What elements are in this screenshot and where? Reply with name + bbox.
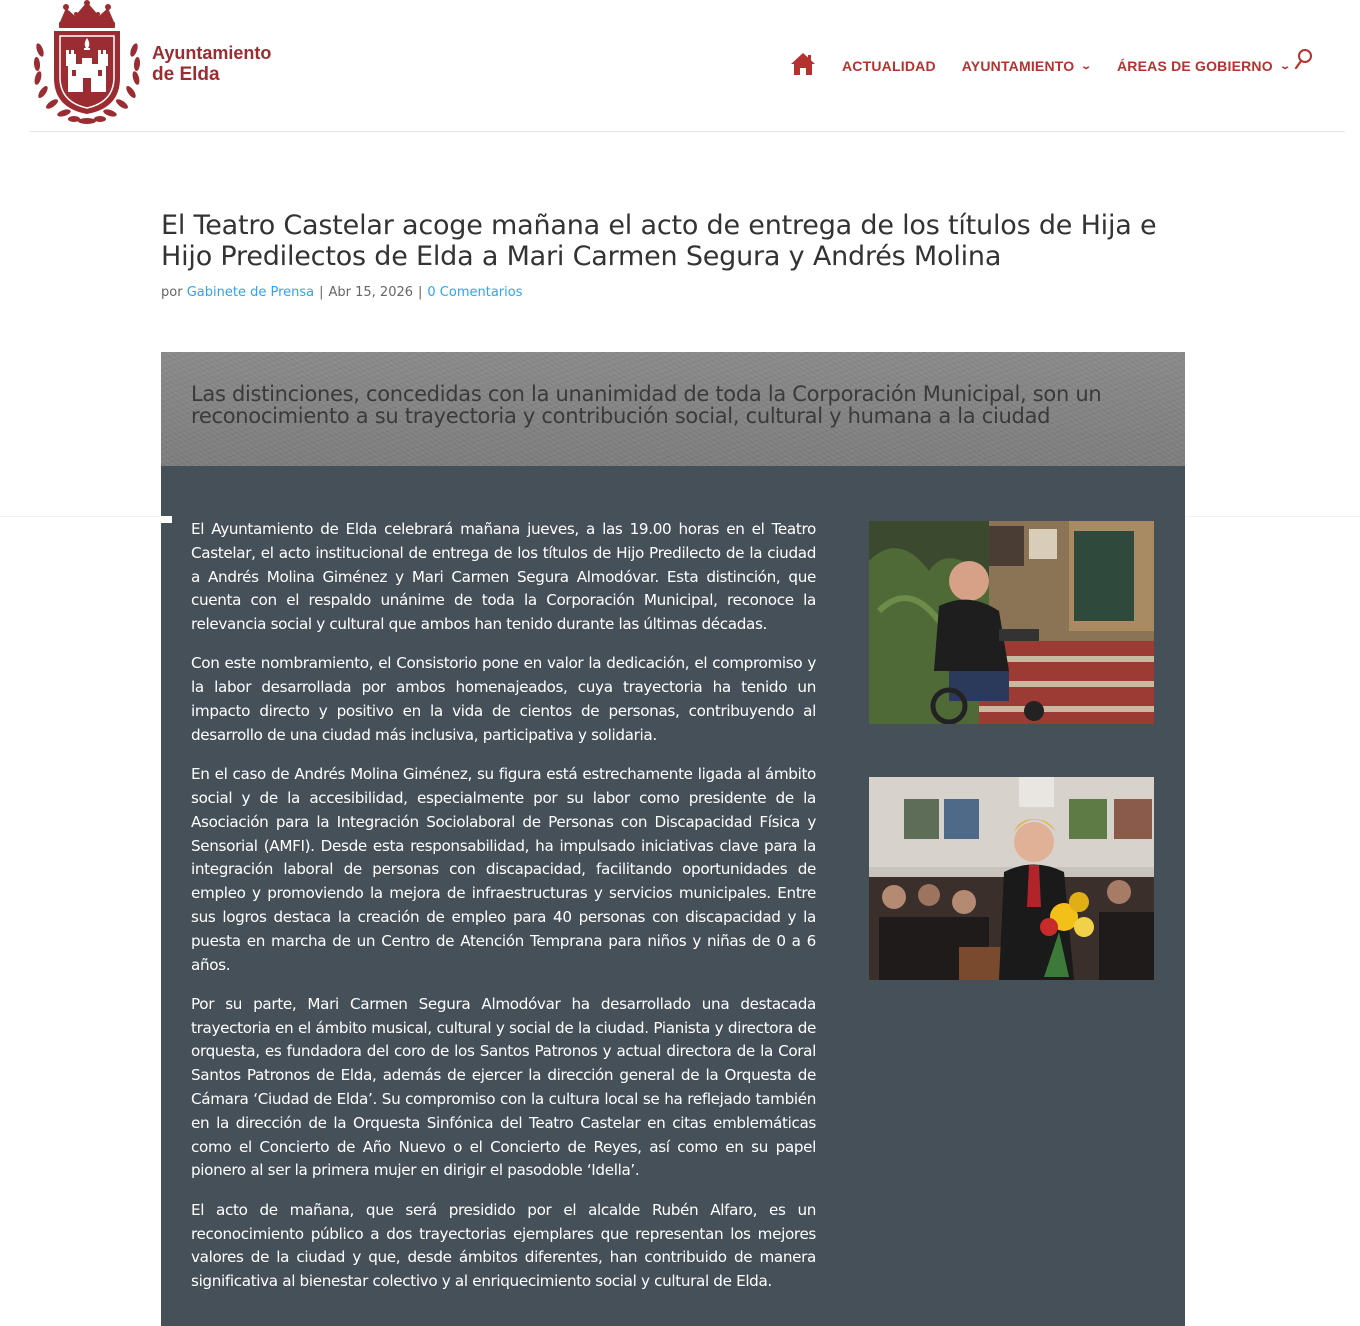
- nav-item-label: ÁREAS DE GOBIERNO: [1116, 58, 1273, 74]
- article-date: Abr 15, 2026: [328, 285, 414, 300]
- search-icon[interactable]: [1294, 48, 1314, 70]
- photo-mari-carmen-segura[interactable]: [869, 777, 1154, 980]
- decorative-marker: [161, 516, 172, 523]
- author-link[interactable]: Gabinete de Prensa: [186, 285, 315, 300]
- article-meta: [161, 285, 523, 300]
- meta-separator: |: [418, 285, 423, 300]
- chevron-down-icon: ⌄: [1080, 60, 1093, 72]
- meta-separator: |: [319, 285, 324, 300]
- photo-mari-carmen-segura-image: [869, 777, 1154, 980]
- site-name-line2: de Elda: [152, 64, 220, 85]
- nav-item-ayuntamiento[interactable]: [962, 54, 1091, 74]
- article-subtitle: Las distinciones, concedidas con la unanimidad de toda la Corporación Municipal, son un reconocimiento a su trayectoria y contribución social, cultural y humana a la ciudad: [191, 382, 1102, 428]
- meta-by: por: [161, 285, 183, 300]
- nav-item-actualidad[interactable]: [842, 54, 936, 74]
- nav-item-areas-de-gobierno[interactable]: [1116, 54, 1292, 74]
- site-logo[interactable]: [30, 0, 271, 128]
- article-subtitle-banner: [161, 352, 1185, 466]
- article-body: [161, 466, 1185, 1326]
- article-paragraph: En el caso de Andrés Molina Giménez, su figura está estrechamente ligada al ámbito social y de la accesibilidad, especialmente por su labor como presidente de la Asociación para la Integración Sociolaboral de Personas con Discapacidad Física y Sensorial (AMFI). Desde esta responsabilidad, ha impulsado iniciativas clave para la integración laboral de personas con discapacidad, facilitando oportunidades de empleo y promoviendo la mejora de infraestructuras y servicios municipales. Entre sus logros destaca la creación de empleo para 40 personas con discapacidad y la puesta en marcha de un Centro de Atención Temprana para niños y niñas de 0 a 6 años.: [191, 765, 816, 974]
- main-nav: [790, 52, 1315, 76]
- site-name-line1: Ayuntamiento: [152, 43, 272, 63]
- nav-item-label: ACTUALIDAD: [842, 58, 936, 74]
- article-paragraph: El acto de mañana, que será presidido por el alcalde Rubén Alfaro, es un reconocimiento público a dos trayectorias ejemplares que representan los mejores valores de la ciudad y que, desde ámbitos diferentes, han contribuido de manera significativa al bienestar colectivo y al enriquecimiento social y cultural de Elda.: [191, 1200, 816, 1291]
- photo-andres-molina-image: [869, 521, 1154, 724]
- article-text: [191, 518, 816, 1309]
- nav-item-label: AYUNTAMIENTO: [961, 58, 1075, 74]
- article-title: El Teatro Castelar acoge mañana el acto de entrega de los títulos de Hija e Hijo Predilectos de Elda a Mari Carmen Segura y Andrés Molina: [161, 210, 1157, 272]
- site-name: [152, 43, 271, 85]
- photo-andres-molina[interactable]: [869, 521, 1154, 724]
- article-paragraph: El Ayuntamiento de Elda celebrará mañana jueves, a las 19.00 horas en el Teatro Castelar, el acto institucional de entrega de los títulos de Hijo Predilecto de la ciudad a Andrés Molina Giménez y Mari Carmen Segura Almodóvar. Esta distinción, que cuenta con el respaldo unánime de toda la Corporación Municipal, reconoce la relevancia social y cultural que ambos han tenido durante las últimas décadas.: [191, 520, 816, 634]
- site-header: [30, 0, 1345, 132]
- comments-link[interactable]: 0 Comentarios: [427, 285, 523, 300]
- article-paragraph: Con este nombramiento, el Consistorio pone en valor la dedicación, el compromiso y la labor desarrollada por ambos homenajeados, cuya trayectoria ha tenido un impacto directo y positivo en la vida de cientos de personas, contribuyendo al desarrollo de una ciudad más inclusiva, participativa y solidaria.: [191, 654, 816, 744]
- chevron-down-icon: ⌄: [1279, 60, 1292, 72]
- home-icon[interactable]: [790, 52, 816, 76]
- article-paragraph: Por su parte, Mari Carmen Segura Almodóvar ha desarrollado una destacada trayectoria en el ámbito musical, cultural y social de la ciudad. Pianista y directora de orquesta, es fundadora del coro de los Santos Patronos y actual directora de la Coral Santos Patronos de Elda, además de ejercer la dirección general de la Orquesta de Cámara ‘Ciudad de Elda’. Su compromiso con la cultura local se ha reflejado también en la dirección de la Orquesta Sinfónica del Teatro Castelar en citas emblemáticas como el Concierto de Año Nuevo o el Concierto de Reyes, así como en su papel pionero al ser la primera mujer en dirigir el pasodoble ‘Idella’.: [191, 994, 816, 1180]
- coat-of-arms-icon: [30, 0, 144, 128]
